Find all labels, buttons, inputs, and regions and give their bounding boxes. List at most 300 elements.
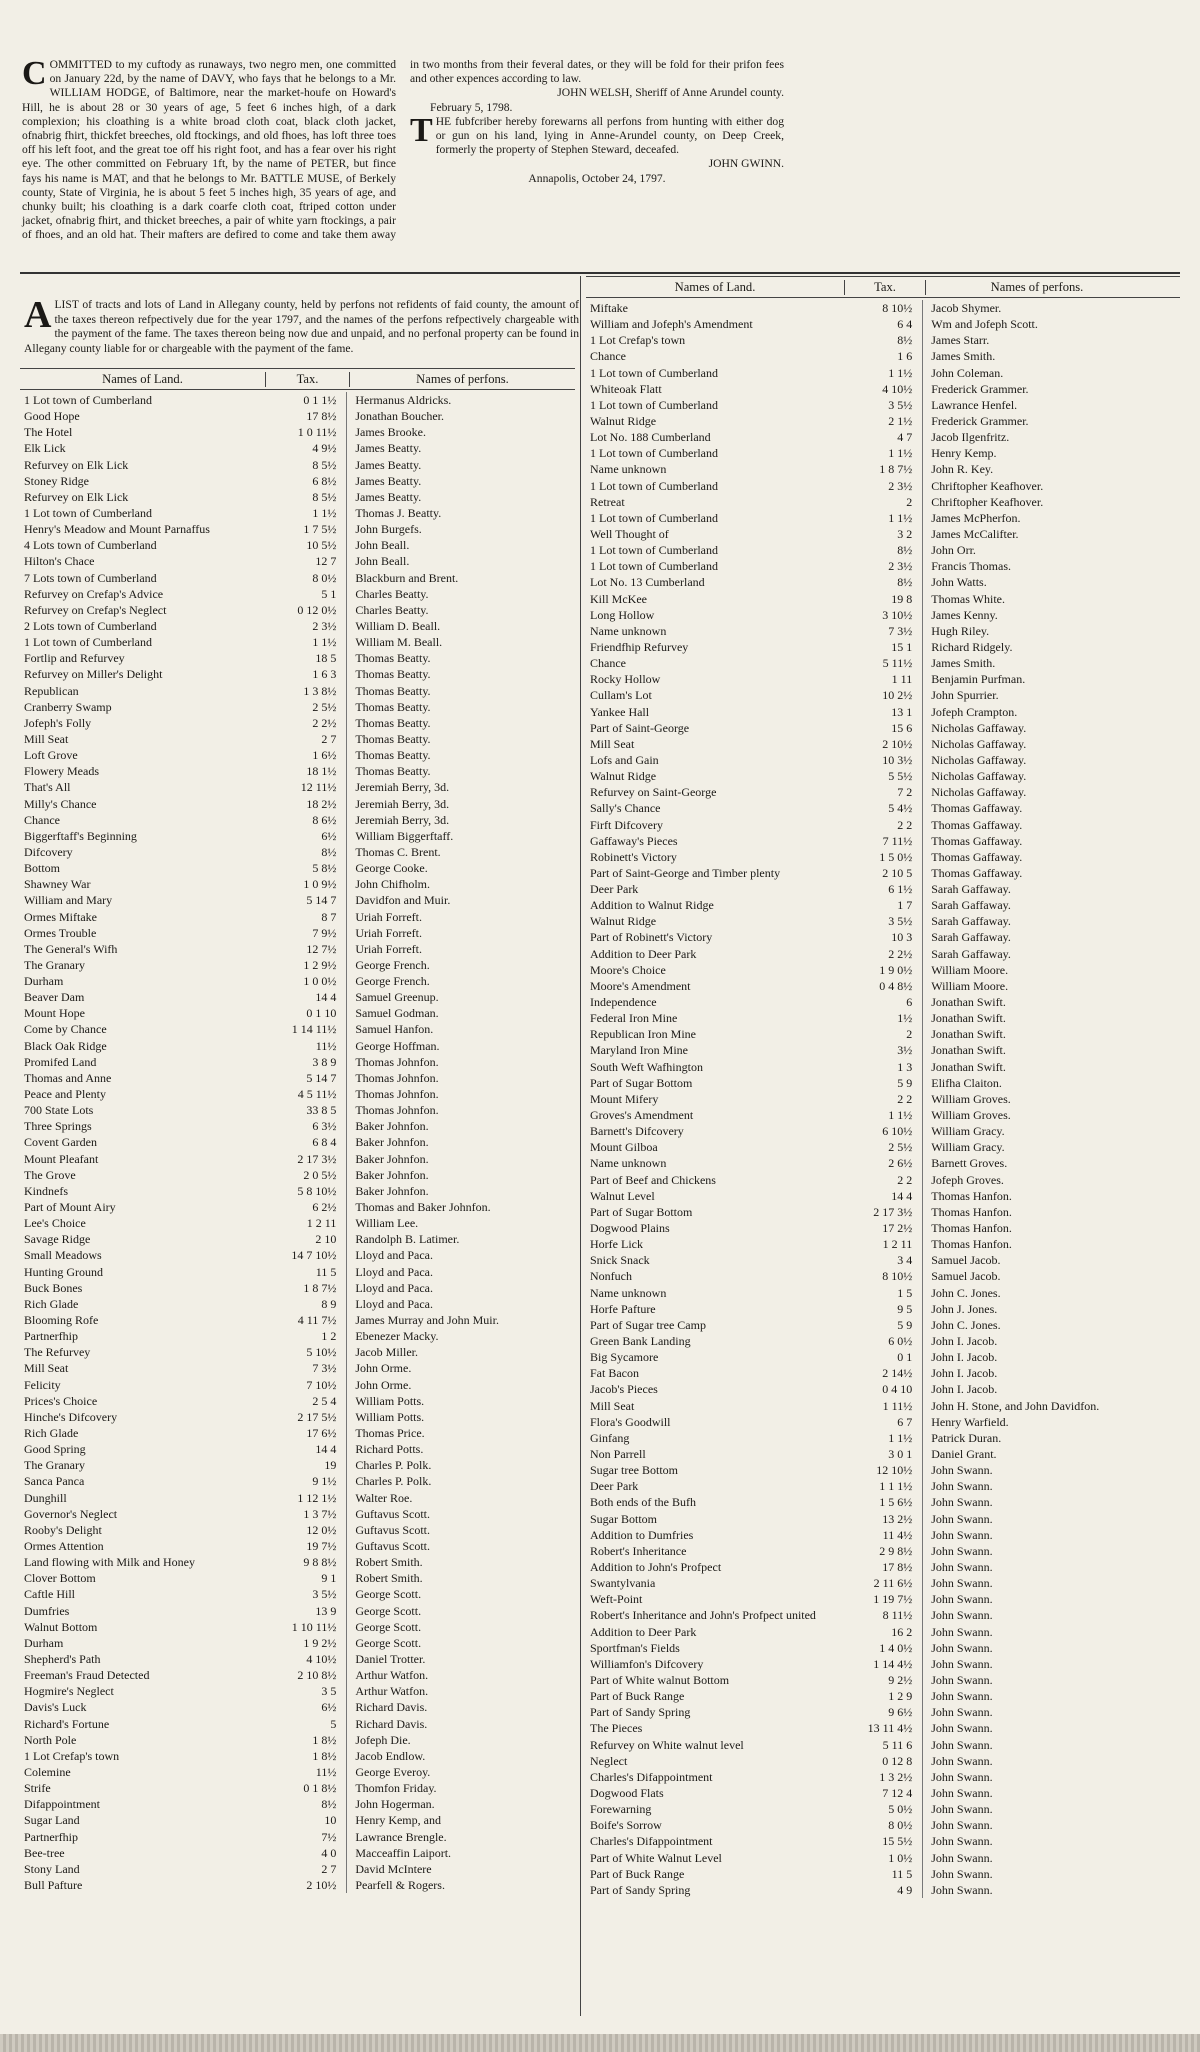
person-name: Jonathan Swift. xyxy=(931,1043,1006,1058)
table-row xyxy=(590,704,1150,720)
land-name: Part of Buck Range xyxy=(590,1689,685,1704)
land-name: Robinett's Victory xyxy=(590,849,677,864)
table-row xyxy=(590,1010,1150,1026)
table-row xyxy=(590,1301,1150,1317)
table-row xyxy=(590,381,1150,397)
person-name: Sarah Gaffaway. xyxy=(931,882,1011,897)
table-row xyxy=(24,1877,577,1893)
left-column-header xyxy=(20,368,575,390)
land-name: Lofs and Gain xyxy=(590,752,659,767)
tax-amount: 17 6½ xyxy=(265,1425,347,1441)
person-name: Davidfon and Muir. xyxy=(355,893,451,908)
person-name: Jonathan Boucher. xyxy=(355,409,444,424)
table-row xyxy=(24,1409,577,1425)
person-name: Richard Davis. xyxy=(355,1716,428,1731)
land-name: Promifed Land xyxy=(24,1054,97,1069)
land-name: Refurvey on Elk Lick xyxy=(24,489,129,504)
person-name: Jofeph Groves. xyxy=(931,1172,1004,1187)
table-row xyxy=(590,800,1150,816)
table-row xyxy=(590,994,1150,1010)
tax-amount: 6 10½ xyxy=(844,1123,923,1139)
table-row xyxy=(590,1785,1150,1801)
header-tax: Tax. xyxy=(265,372,350,387)
tax-amount: 1 1½ xyxy=(844,1430,923,1446)
person-name: Sarah Gaffaway. xyxy=(931,914,1011,929)
person-name: Richard Davis. xyxy=(355,1700,428,1715)
land-name: 1 Lot town of Cumberland xyxy=(590,510,718,525)
table-row xyxy=(590,1398,1150,1414)
table-row xyxy=(590,1042,1150,1058)
person-name: James Beatty. xyxy=(355,489,422,504)
land-name: Chance xyxy=(590,349,626,364)
land-name: South Weft Wafhington xyxy=(590,1059,703,1074)
tax-amount: 4 9 xyxy=(844,1882,923,1898)
land-name: Yankee Hall xyxy=(590,704,650,719)
person-name: Charles Beatty. xyxy=(355,602,429,617)
land-name: Ormes Trouble xyxy=(24,925,97,940)
table-row xyxy=(24,925,577,941)
person-name: Jofeph Crampton. xyxy=(931,704,1018,719)
land-name: Name unknown xyxy=(590,1156,667,1171)
table-row xyxy=(590,1414,1150,1430)
tax-amount: 10 3 xyxy=(844,929,923,945)
tax-amount: 5 8 10½ xyxy=(265,1183,347,1199)
table-row xyxy=(590,1769,1150,1785)
tax-amount: 5 1 xyxy=(265,586,347,602)
land-name: Chance xyxy=(590,656,626,671)
table-row xyxy=(24,683,577,699)
tax-amount: 0 4 10 xyxy=(844,1381,923,1397)
land-name: Part of Sandy Spring xyxy=(590,1705,691,1720)
tax-amount: 1 11 xyxy=(844,671,923,687)
table-row xyxy=(24,1845,577,1861)
table-row xyxy=(24,1457,577,1473)
land-name: Chance xyxy=(24,812,60,827)
table-row xyxy=(590,962,1150,978)
land-name: Biggerftaff's Beginning xyxy=(24,828,137,843)
person-name: James Brooke. xyxy=(355,425,426,440)
land-name: Rooby's Delight xyxy=(24,1522,102,1537)
person-name: Uriah Forreft. xyxy=(355,941,422,956)
table-row xyxy=(24,1554,577,1570)
land-name: William and Mary xyxy=(24,893,113,908)
land-name: Difcovery xyxy=(24,844,73,859)
table-row xyxy=(24,1748,577,1764)
land-name: Williamfon's Difcovery xyxy=(590,1656,704,1671)
tax-amount: 1 0 11½ xyxy=(265,424,347,440)
tax-amount: 5 9 xyxy=(844,1075,923,1091)
table-row xyxy=(590,655,1150,671)
land-name: Name unknown xyxy=(590,462,667,477)
tax-amount: 8 9 xyxy=(265,1296,347,1312)
tax-amount: 9 1½ xyxy=(265,1473,347,1489)
land-name: Davis's Luck xyxy=(24,1700,87,1715)
tax-amount: 18 1½ xyxy=(265,763,347,779)
person-name: John Swann. xyxy=(931,1608,993,1623)
table-row xyxy=(590,1494,1150,1510)
tax-amount: 17 8½ xyxy=(844,1559,923,1575)
person-name: Uriah Forreft. xyxy=(355,925,422,940)
table-row xyxy=(24,796,577,812)
table-row xyxy=(24,1005,577,1021)
land-name: The Granary xyxy=(24,957,85,972)
right-column-header xyxy=(586,276,1180,298)
land-name: Both ends of the Bufh xyxy=(590,1495,696,1510)
table-row xyxy=(590,1236,1150,1252)
table-row xyxy=(590,607,1150,623)
tax-amount: 0 1 xyxy=(844,1349,923,1365)
land-name: Thomas and Anne xyxy=(24,1070,112,1085)
table-row xyxy=(590,1543,1150,1559)
land-name: Land flowing with Milk and Honey xyxy=(24,1555,195,1570)
table-row xyxy=(24,553,577,569)
person-name: Richard Potts. xyxy=(355,1442,424,1457)
table-row xyxy=(24,747,577,763)
land-name: 1 Lot town of Cumberland xyxy=(24,635,152,650)
person-name: Thomas Beatty. xyxy=(355,683,431,698)
tax-amount: 5 9 xyxy=(844,1317,923,1333)
person-name: Hugh Riley. xyxy=(931,623,990,638)
land-name: Cranberry Swamp xyxy=(24,699,112,714)
table-row xyxy=(24,876,577,892)
person-name: Thomas Gaffaway. xyxy=(931,849,1023,864)
person-name: Thomas and Baker Johnfon. xyxy=(355,1200,491,1215)
tax-amount: 2 2 xyxy=(844,817,923,833)
land-name: 7 Lots town of Cumberland xyxy=(24,570,157,585)
land-name: The Refurvey xyxy=(24,1345,91,1360)
person-name: Samuel Greenup. xyxy=(355,990,439,1005)
table-row xyxy=(24,1829,577,1845)
tax-amount: 12 10½ xyxy=(844,1462,923,1478)
person-name: John Swann. xyxy=(931,1527,993,1542)
land-name: Ormes Miftake xyxy=(24,909,97,924)
table-row xyxy=(590,429,1150,445)
table-row xyxy=(24,473,577,489)
person-name: Lloyd and Paca. xyxy=(355,1264,433,1279)
tax-amount: 11½ xyxy=(265,1038,347,1054)
land-name: Shawney War xyxy=(24,877,91,892)
table-row xyxy=(590,348,1150,364)
tax-amount: 1 4 0½ xyxy=(844,1640,923,1656)
tax-amount: 5 8½ xyxy=(265,860,347,876)
person-name: Samuel Hanfon. xyxy=(355,1022,434,1037)
tax-amount: 3 5 xyxy=(265,1683,347,1699)
table-row xyxy=(24,1118,577,1134)
tax-amount: 0 1 1½ xyxy=(265,392,347,408)
tax-amount: 0 1 10 xyxy=(265,1005,347,1021)
tax-amount: 5 14 7 xyxy=(265,1070,347,1086)
person-name: Thomfon Friday. xyxy=(355,1781,437,1796)
person-name: Uriah Forreft. xyxy=(355,909,422,924)
sheriff-signature: JOHN WELSH, Sheriff of Anne Arundel county. xyxy=(557,86,784,100)
tax-amount: 2 11 6½ xyxy=(844,1575,923,1591)
tax-amount: 4 7 xyxy=(844,429,923,445)
table-row xyxy=(590,1624,1150,1640)
tax-amount: 1 10 11½ xyxy=(265,1619,347,1635)
table-row xyxy=(24,812,577,828)
tax-amount: 12 7½ xyxy=(265,941,347,957)
left-land-table xyxy=(24,392,577,1893)
table-row xyxy=(590,1446,1150,1462)
land-name: Blooming Rofe xyxy=(24,1313,99,1328)
land-name: Republican Iron Mine xyxy=(590,1027,696,1042)
tax-amount: 1 1½ xyxy=(265,505,347,521)
person-name: Jofeph Die. xyxy=(355,1732,411,1747)
person-name: Thomas White. xyxy=(931,591,1005,606)
land-name: 1 Lot town of Cumberland xyxy=(590,559,718,574)
tax-amount: 2 2 xyxy=(844,1091,923,1107)
table-row xyxy=(590,1252,1150,1268)
table-row xyxy=(24,1861,577,1877)
person-name: Arthur Watfon. xyxy=(355,1684,429,1699)
tax-amount: 6 0½ xyxy=(844,1333,923,1349)
land-name: The Granary xyxy=(24,1458,85,1473)
land-name: Mount Mifery xyxy=(590,1091,659,1106)
table-row xyxy=(590,1720,1150,1736)
tax-amount: 1 14 4½ xyxy=(844,1656,923,1672)
table-row xyxy=(590,1430,1150,1446)
person-name: John I. Jacob. xyxy=(931,1334,998,1348)
land-name: Part of Sandy Spring xyxy=(590,1882,691,1897)
person-name: Thomas Hanfon. xyxy=(931,1221,1012,1236)
person-name: John Orme. xyxy=(355,1377,412,1392)
tax-amount: 0 4 8½ xyxy=(844,978,923,994)
person-name: George Scott. xyxy=(355,1619,422,1634)
table-row xyxy=(590,1478,1150,1494)
table-row xyxy=(590,558,1150,574)
tax-amount: 9 8 8½ xyxy=(265,1554,347,1570)
person-name: John Swann. xyxy=(931,1705,993,1720)
table-row xyxy=(590,300,1150,316)
table-row xyxy=(590,865,1150,881)
tax-amount: 1 8 7½ xyxy=(265,1280,347,1296)
table-row xyxy=(590,1607,1150,1623)
land-name: Rich Glade xyxy=(24,1426,79,1440)
person-name: William D. Beall. xyxy=(355,618,441,633)
table-row xyxy=(590,542,1150,558)
person-name: John Swann. xyxy=(931,1882,993,1897)
land-name: The Pieces xyxy=(590,1721,643,1736)
person-name: John Burgefs. xyxy=(355,522,422,537)
land-name: Nonfuch xyxy=(590,1269,632,1284)
tax-amount: 5 5½ xyxy=(844,768,923,784)
person-name: Wm and Jofeph Scott. xyxy=(931,317,1038,332)
tax-amount: 1 6½ xyxy=(265,747,347,763)
tax-amount: 4 5 11½ xyxy=(265,1086,347,1102)
table-row xyxy=(24,957,577,973)
table-row xyxy=(24,666,577,682)
table-row xyxy=(590,1172,1150,1188)
land-name: Rocky Hollow xyxy=(590,672,661,687)
person-name: Baker Johnfon. xyxy=(355,1167,429,1182)
tax-amount: 11 5 xyxy=(265,1264,347,1280)
table-row xyxy=(24,650,577,666)
tax-amount: 6 4 xyxy=(844,316,923,332)
tax-amount: 1 2 xyxy=(265,1328,347,1344)
person-name: John Swann. xyxy=(931,1479,993,1494)
table-row xyxy=(24,973,577,989)
land-name: Small Meadows xyxy=(24,1248,102,1263)
land-name: Part of Sugar Bottom xyxy=(590,1075,693,1090)
person-name: Lloyd and Paca. xyxy=(355,1248,433,1263)
land-name: Neglect xyxy=(590,1753,628,1768)
land-name: William and Jofeph's Amendment xyxy=(590,317,753,332)
tax-amount: 2 7 xyxy=(265,731,347,747)
land-name: 1 Lot town of Cumberland xyxy=(590,397,718,412)
person-name: George French. xyxy=(355,957,430,972)
tax-amount: 1 0 0½ xyxy=(265,973,347,989)
person-name: Thomas Johnfon. xyxy=(355,1103,439,1118)
table-row xyxy=(24,1247,577,1263)
land-name: Firft Difcovery xyxy=(590,817,663,832)
table-row xyxy=(590,720,1150,736)
table-row xyxy=(24,1199,577,1215)
land-name: Part of White walnut Bottom xyxy=(590,1672,730,1687)
person-name: Jacob Shymer. xyxy=(931,301,1002,315)
tax-amount: 7½ xyxy=(265,1829,347,1845)
table-row xyxy=(24,779,577,795)
person-name: John Swann. xyxy=(931,1559,993,1574)
person-name: Baker Johnfon. xyxy=(355,1151,429,1166)
land-name: Ormes Attention xyxy=(24,1538,104,1553)
tax-amount: 2 10½ xyxy=(844,736,923,752)
table-row xyxy=(590,913,1150,929)
land-name: Well Thought of xyxy=(590,526,669,541)
tax-amount: 2 5 4 xyxy=(265,1393,347,1409)
person-name: Blackburn and Brent. xyxy=(355,570,459,585)
person-name: Henry Warfield. xyxy=(931,1414,1009,1429)
land-name: The Grove xyxy=(24,1167,76,1182)
tax-amount: 2 3½ xyxy=(844,558,923,574)
drop-cap-t: T xyxy=(410,111,433,149)
land-name: Walnut Ridge xyxy=(590,914,657,929)
land-name: Barnett's Difcovery xyxy=(590,1124,684,1139)
person-name: John Swann. xyxy=(931,1866,993,1881)
person-name: Jonathan Swift. xyxy=(931,1027,1006,1042)
notice-date: February 5, 1798. xyxy=(430,100,513,114)
tax-amount: 7 2 xyxy=(844,784,923,800)
land-name: Flowery Meads xyxy=(24,764,99,779)
table-row xyxy=(590,752,1150,768)
person-name: Lloyd and Paca. xyxy=(355,1280,433,1295)
land-name: Jacob's Pieces xyxy=(590,1382,658,1397)
person-name: Nicholas Gaffaway. xyxy=(931,752,1027,767)
person-name: John Chifholm. xyxy=(355,877,430,892)
table-row xyxy=(590,784,1150,800)
table-row xyxy=(24,1360,577,1376)
person-name: Thomas Hanfon. xyxy=(931,1237,1012,1252)
table-row xyxy=(590,929,1150,945)
table-row xyxy=(590,1511,1150,1527)
land-name: Hogmire's Neglect xyxy=(24,1684,114,1699)
table-row xyxy=(24,989,577,1005)
table-row xyxy=(590,1123,1150,1139)
tax-amount: 8 6½ xyxy=(265,812,347,828)
tax-amount: 1 0 9½ xyxy=(265,876,347,892)
land-name: Part of Sugar Bottom xyxy=(590,1204,693,1219)
person-name: James Kenny. xyxy=(931,607,998,622)
tax-amount: 10 5½ xyxy=(265,537,347,553)
table-row xyxy=(590,365,1150,381)
tax-amount: 6½ xyxy=(265,1699,347,1715)
table-row xyxy=(24,1393,577,1409)
table-row xyxy=(24,1296,577,1312)
tax-amount: 8½ xyxy=(844,574,923,590)
person-name: William Groves. xyxy=(931,1108,1011,1123)
tax-amount: 2 5½ xyxy=(265,699,347,715)
table-row xyxy=(24,860,577,876)
tax-amount: 5 0½ xyxy=(844,1801,923,1817)
right-land-table xyxy=(590,300,1150,1898)
table-row xyxy=(24,440,577,456)
tax-amount: 2 2½ xyxy=(844,946,923,962)
tax-amount: 19 7½ xyxy=(265,1538,347,1554)
person-name: Elifha Claiton. xyxy=(931,1075,1002,1090)
person-name: Thomas Price. xyxy=(355,1426,425,1440)
land-name: Dumfries xyxy=(24,1603,70,1618)
table-row xyxy=(590,1575,1150,1591)
land-name: Good Hope xyxy=(24,409,80,424)
tax-amount: 13 2½ xyxy=(844,1511,923,1527)
land-name: Part of Saint-George and Timber plenty xyxy=(590,865,781,880)
tax-amount: 2 17 5½ xyxy=(265,1409,347,1425)
tax-amount: 2 10½ xyxy=(265,1877,347,1893)
person-name: Walter Roe. xyxy=(355,1490,413,1505)
person-name: William Groves. xyxy=(931,1091,1011,1106)
table-row xyxy=(590,946,1150,962)
table-row xyxy=(24,457,577,473)
tax-amount: 9 1 xyxy=(265,1570,347,1586)
tax-amount: 1 5 6½ xyxy=(844,1494,923,1510)
table-row xyxy=(24,1280,577,1296)
header-rule xyxy=(20,272,1180,274)
tax-amount: 8 10½ xyxy=(844,1268,923,1284)
tax-amount: 8 0½ xyxy=(844,1817,923,1833)
land-name: Rich Glade xyxy=(24,1296,79,1311)
land-name: Groves's Amendment xyxy=(590,1108,694,1123)
person-name: George Everoy. xyxy=(355,1764,431,1779)
tax-amount: 33 8 5 xyxy=(265,1102,347,1118)
person-name: Guftavus Scott. xyxy=(355,1506,430,1521)
table-row xyxy=(24,1441,577,1457)
person-name: Frederick Grammer. xyxy=(931,381,1029,396)
tax-amount: 7 12 4 xyxy=(844,1785,923,1801)
table-row xyxy=(590,687,1150,703)
tax-amount: 3 2 xyxy=(844,526,923,542)
table-row xyxy=(590,1059,1150,1075)
tax-amount: 13 9 xyxy=(265,1603,347,1619)
table-row xyxy=(24,1667,577,1683)
person-name: Jonathan Swift. xyxy=(931,1011,1006,1026)
tax-amount: 2 9 8½ xyxy=(844,1543,923,1559)
land-name: Maryland Iron Mine xyxy=(590,1043,688,1058)
person-name: Hermanus Aldricks. xyxy=(355,393,452,407)
table-row xyxy=(24,1764,577,1780)
table-row xyxy=(590,461,1150,477)
tax-amount: 2 2½ xyxy=(265,715,347,731)
land-name: Felicity xyxy=(24,1377,61,1392)
table-row xyxy=(24,941,577,957)
person-name: James Beatty. xyxy=(355,473,422,488)
tax-amount: 8 10½ xyxy=(844,300,923,316)
person-name: William Biggerftaff. xyxy=(355,828,454,843)
table-row xyxy=(590,1833,1150,1849)
person-name: Jeremiah Berry, 3d. xyxy=(355,812,450,827)
table-row xyxy=(590,1285,1150,1301)
land-name: Part of Saint-George xyxy=(590,720,690,735)
land-name: Mount Gilboa xyxy=(590,1140,658,1155)
tax-amount: 13 1 xyxy=(844,704,923,720)
